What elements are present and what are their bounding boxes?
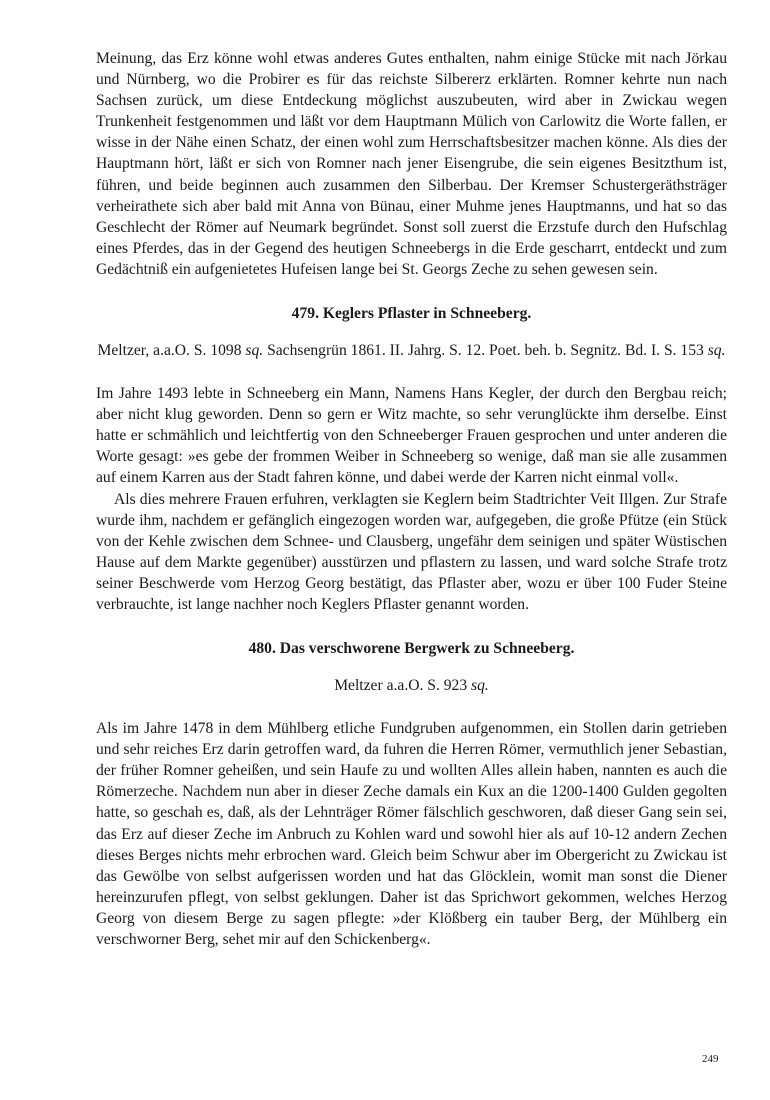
section-479-paragraph-2: Als dies mehrere Frauen erfuhren, verklagten sie Keglern beim Stadtrichter Veit Illgen. Zur Strafe wurde ihm, nachdem er gefänglich eingezogen worden war, aufgegeben, die große Pfütze (ein Stück von der Kehle zwischen dem Schnee- und Clausberg, ungefähr dem seinigen und später Wüstischen Hause auf dem Markte gegenüber) ausstürzen und pflastern zu lassen, und ward solche Strafe trotz seiner Beschwerde vom Herzog Georg bestätigt, das Pflaster aber, wozu er über 100 Fuder Steine verbrauchte, ist lange nachher noch Keglers Pflaster genannt worden. [96, 490, 727, 613]
section-479-source-part-a: Meltzer, a.a.O. S. 1098 [97, 342, 246, 360]
section-480-source [96, 675, 727, 696]
intro-paragraph: Meinung, das Erz könne wohl etwas anderes Gutes enthalten, nahm einige Stücke mit nach Jörkau und Nürnberg, wo die Probirer es für das reichste Silbererz erklärten. Romner kehrte nun nach Sachsen zurück, um diese Entdeckung möglichst auszubeuten, wird aber in Zwickau wegen Trunkenheit festgenommen und läßt vor dem Hauptmann Mülich von Carlowitz die Worte fallen, er wisse in der Nähe einen Schatz, der einen wohl zum Herrschaftsbesitzer machen könne. Als dies der Hauptmann hört, läßt er sich von Romner nach jener Eisengrube, die sein eigenes Besitzthum ist, führen, und beide beginnen auch zusammen den Silberbau. Der Kremser Schustergeräthsträger verheirathete sich aber bald mit Anna von Bünau, einer Muhme jenes Hauptmanns, und hat so das Geschlecht der Römer auf Neumark begründet. Sonst soll zuerst die Erzstufe durch den Hufschlag eines Pferdes, das in der Gegend des heutigen Schneebergs in die Erde gescharrt, entdeckt und zum Gedächtniß ein aufgenietetes Hufeisen lange bei St. Georgs Zeche zu sehen gewesen sein. [96, 50, 727, 278]
section-480-source-sq: sq. [471, 677, 489, 695]
section-480-source-part-a: Meltzer a.a.O. S. 923 [334, 677, 472, 695]
page-content [96, 48, 727, 950]
section-479-title: 479. Keglers Pflaster in Schneeberg. [291, 305, 532, 323]
section-479-source [96, 340, 727, 361]
section-479-source-part-b: Sachsengrün 1861. II. Jahrg. S. 12. Poet. beh. b. Segnitz. Bd. I. S. 153 [263, 342, 708, 360]
page-number: 249 [702, 1053, 719, 1065]
section-479-source-sq-2: sq. [707, 342, 726, 360]
section-480-paragraph-1: Als im Jahre 1478 in dem Mühlberg etliche Fundgruben aufgenommen, ein Stollen darin getrieben und sehr reiches Erz darin getroffen ward, da fuhren die Herren Römer, vermuthlich jener Sebastian, der früher Romner geheißen, und sein Haufe zu und wollten Alles allein haben, nannten es auch die Römerzeche. Nachdem nun aber in dieser Zeche damals ein Kux an die 1200-1400 Gulden gegolten hatte, so geschah es, daß, als der Lehnträger Römer fälschlich geschworen, daß dieser Gang sein sei, das Erz auf dieser Zeche im Anbruch zu Kohlen ward und sowohl hier als auf 10-12 andern Zechen dieses Berges nichts mehr erbrochen ward. Gleich beim Schwur aber im Obergericht zu Zwickau ist das Gewölbe von selbst aufgerissen worden und hat das Glöcklein, womit man sonst die Diener hereinzurufen pflegt, von selbst geklungen. Daher ist das Sprichwort gekommen, welches Herzog Georg von diesem Berge zu sagen pflegte: »der Klößberg ein tauber Berg, der Mühlberg ein verschworner Berg, sehet mir auf den Schickenberg«. [96, 720, 727, 948]
section-479-paragraph-1: Im Jahre 1493 lebte in Schneeberg ein Mann, Namens Hans Kegler, der durch den Bergbau reich; aber nicht klug geworden. Denn so gern er Witz machte, so sehr verunglückte ihm derselbe. Einst hatte er schmählich und leichtfertig von den Schneeberger Frauen gesprochen und unter anderen die Worte gesagt: »es gebe der frommen Weiber in Schneeberg so wenige, daß man sie alle zusammen auf einem Karren aus der Stadt fahren könne, und dabei werde der Karren nicht einmal voll«. [96, 385, 727, 487]
section-480-title: 480. Das verschworene Bergwerk zu Schneeberg. [248, 640, 575, 658]
section-479-source-sq-1: sq. [245, 342, 264, 360]
